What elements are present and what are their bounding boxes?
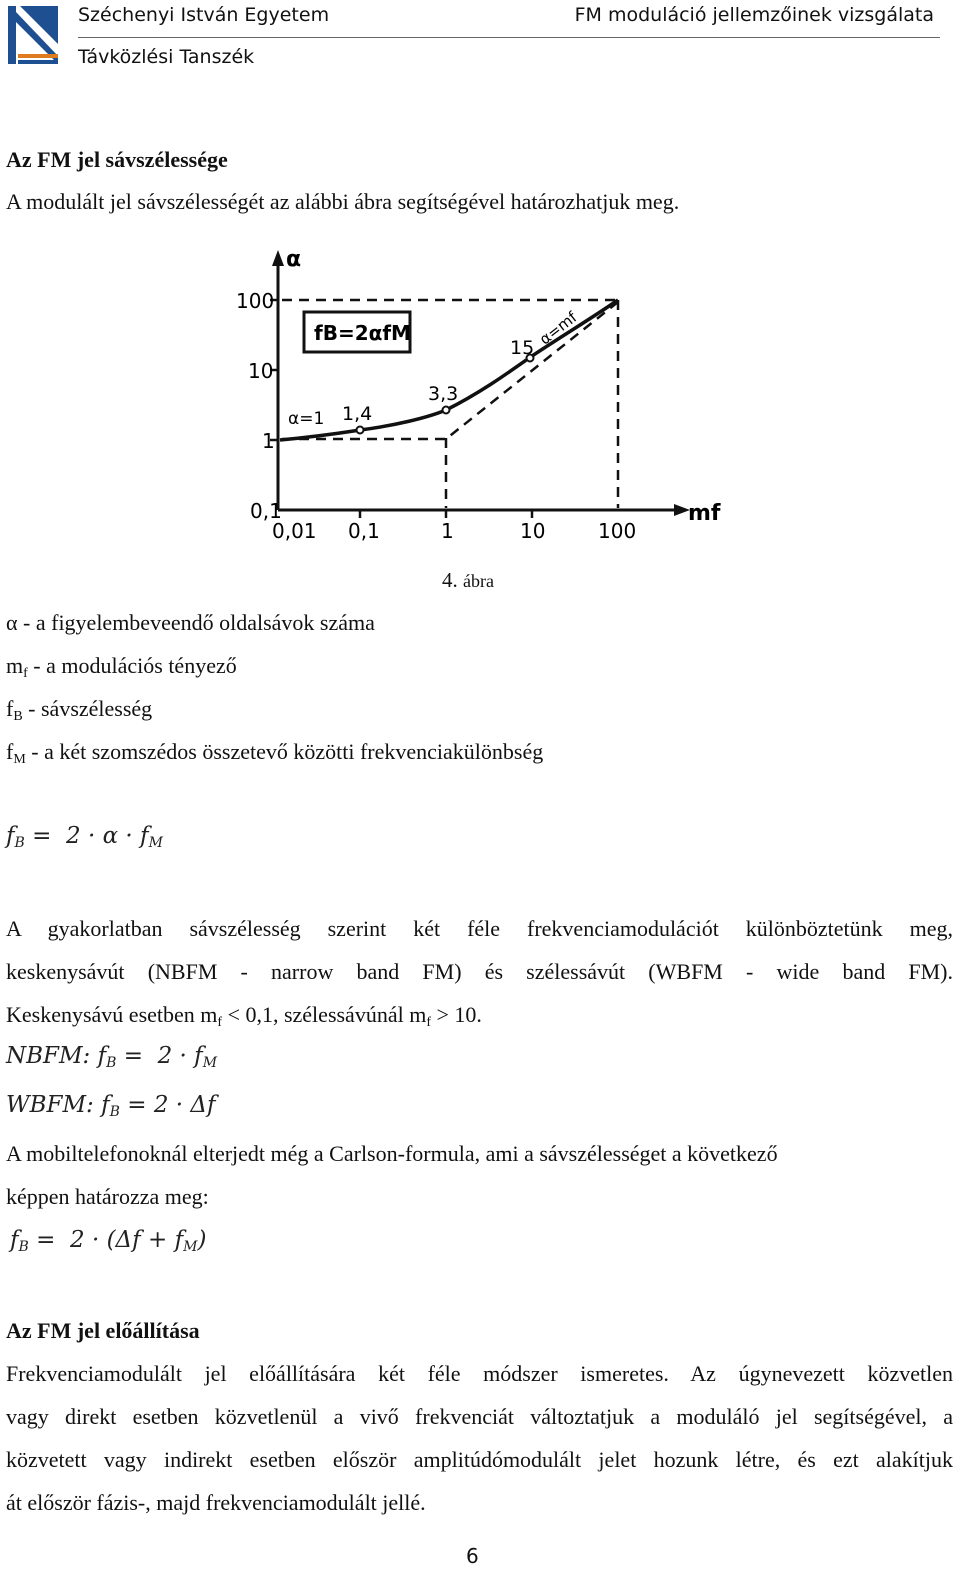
paragraph-generation-line2: vagy direkt esetben közvetlenül a vivő frekvenciát változtatjuk a moduláló jel segítségével, a <box>6 1404 953 1429</box>
annotation-1-4: 1,4 <box>342 403 373 425</box>
paragraph-generation-line1: Frekvenciamodulált jel előállítására két féle módszer ismeretes. Az úgynevezett közvetlen <box>6 1361 953 1386</box>
paragraph-carlson-line1: A mobiltelefonoknál elterjedt még a Carlson-formula, ami a sávszélességet a következő <box>6 1141 778 1166</box>
formula-wbfm: WBFM: $f_B = 2 \cdot \Delta f$ <box>6 1092 216 1120</box>
header-divider <box>78 37 940 38</box>
paragraph-generation-line4: át először fázis-, majd frekvenciamodulált jellé. <box>6 1490 426 1515</box>
legend-fb: $f_B$ - sávszélesség <box>6 696 153 724</box>
box-formula-text: fB=2αfM <box>314 321 411 345</box>
annotation-alpha-eq-mf: α=mf <box>535 308 581 349</box>
figure-caption <box>442 568 494 593</box>
x-tick-0-1: 0,1 <box>348 519 380 543</box>
paragraph-carlson-line2: képpen határozza meg: <box>6 1184 209 1209</box>
paragraph-generation-line3: közvetett vagy indirekt esetben először amplitúdómodulált jelet hozunk létre, és ezt alakítjuk <box>6 1447 953 1472</box>
paragraph-types-line2: keskenysávút (NBFM - narrow band FM) és szélessávút (WBFM - wide band FM). <box>6 959 953 984</box>
page-number: 6 <box>466 1544 479 1568</box>
formula-nbfm: NBFM: $f_B = 2 \cdot f_M$ <box>6 1043 218 1071</box>
paragraph-types-line1: A gyakorlatban sávszélesség szerint két féle frekvenciamodulációt különböztetünk meg, <box>6 916 953 941</box>
header-university: Széchenyi István Egyetem <box>78 4 330 26</box>
section-heading-bandwidth: Az FM jel sávszélessége <box>6 147 228 172</box>
annotation-15: 15 <box>510 337 535 359</box>
y-tick-1: 1 <box>262 429 275 453</box>
figure-caption-number: 4. <box>442 568 458 592</box>
y-axis-label: α <box>286 247 302 272</box>
intro-paragraph: A modulált jel sávszélességét az alábbi ábra segítségével határozhatjuk meg. <box>6 189 680 214</box>
y-tick-0-1: 0,1 <box>250 499 282 523</box>
x-tick-100: 100 <box>598 519 637 543</box>
header-department: Távközlési Tanszék <box>78 46 255 68</box>
figure-caption-word: ábra <box>463 571 494 591</box>
formula-carlson: $f_B = 2 \cdot (\Delta f + f_M)$ <box>10 1227 207 1255</box>
formula-bandwidth: $f_B = 2 \cdot \alpha \cdot f_M$ <box>6 823 163 851</box>
legend-fm: $f_M$ - a két szomszédos összetevő közötti frekvenciakülönbség <box>6 739 544 767</box>
annotation-3-3: 3,3 <box>428 383 459 405</box>
annotation-alpha-eq-1: α=1 <box>288 409 325 429</box>
bandwidth-figure <box>232 240 732 560</box>
x-tick-0-01: 0,01 <box>272 519 317 543</box>
paragraph-types-line3: Keskenysávú esetben $m_f < 0,1$, szélessávúnál $m_f > 10$. <box>6 1002 482 1030</box>
y-tick-100: 100 <box>236 289 275 313</box>
header-doc-title: FM moduláció jellemzőinek vizsgálata <box>574 4 934 26</box>
legend-alpha: α - a figyelembeveendő oldalsávok száma <box>6 610 375 635</box>
section-heading-generation: Az FM jel előállítása <box>6 1318 200 1343</box>
x-tick-1: 1 <box>441 519 454 543</box>
x-axis-label: mf <box>688 501 721 526</box>
legend-mf: $m_f$ - a modulációs tényező <box>6 653 237 681</box>
y-axis-arrow <box>272 250 284 266</box>
y-tick-10: 10 <box>248 359 274 383</box>
university-logo <box>6 4 62 66</box>
x-tick-10: 10 <box>520 519 546 543</box>
